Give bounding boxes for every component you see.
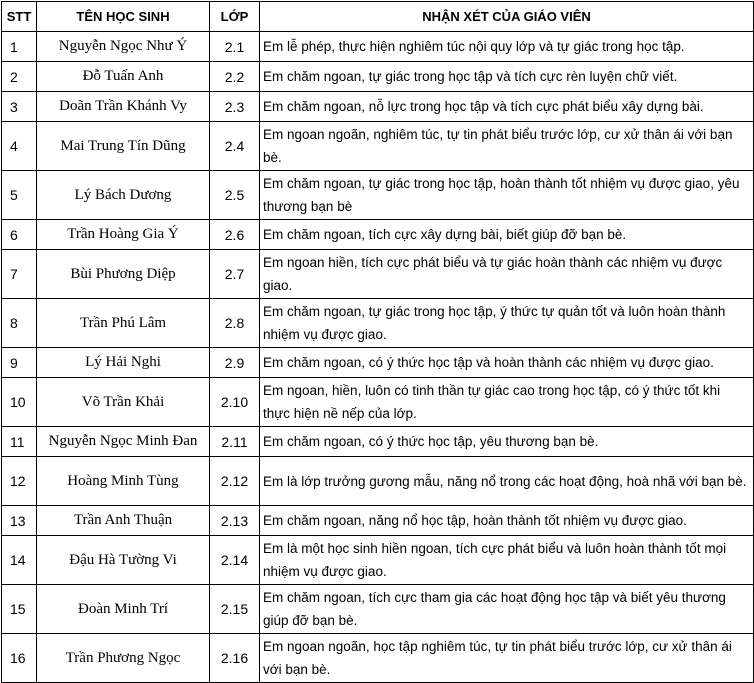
class-cell: 2.7: [210, 250, 260, 299]
row-number-cell: 16: [2, 634, 37, 683]
table-row: [2, 250, 754, 299]
teacher-remark-cell: Em chăm ngoan, có ý thức học tập và hoàn thành các nhiệm vụ được giao.: [260, 348, 754, 378]
table-row: [2, 506, 754, 536]
table-row: [2, 378, 754, 427]
class-cell: 2.13: [210, 506, 260, 536]
row-number-cell: 15: [2, 585, 37, 634]
teacher-remark-cell: Em ngoan ngoãn, nghiêm túc, tự tin phát biểu trước lớp, cư xử thân ái với bạn bè.: [260, 122, 754, 171]
class-cell: 2.9: [210, 348, 260, 378]
row-number-cell: 7: [2, 250, 37, 299]
table-row: [2, 62, 754, 92]
teacher-remark-cell: Em chăm ngoan, tích cực xây dựng bài, biết giúp đỡ bạn bè.: [260, 220, 754, 250]
table-row: [2, 457, 754, 506]
table-row: [2, 299, 754, 348]
class-cell: 2.16: [210, 634, 260, 683]
class-cell: 2.14: [210, 536, 260, 585]
student-name-cell: Trần Anh Thuận: [37, 506, 210, 536]
student-name-cell: Mai Trung Tín Dũng: [37, 122, 210, 171]
row-number-cell: 12: [2, 457, 37, 506]
class-cell: 2.8: [210, 299, 260, 348]
row-number-cell: 6: [2, 220, 37, 250]
student-name-cell: Bùi Phương Diệp: [37, 250, 210, 299]
student-name-cell: Lý Hải Nghi: [37, 348, 210, 378]
teacher-remark-cell: Em chăm ngoan, nỗ lực trong học tập và tích cực phát biểu xây dựng bài.: [260, 92, 754, 122]
student-name-cell: Trần Phú Lâm: [37, 299, 210, 348]
class-cell: 2.5: [210, 171, 260, 220]
table-row: [2, 585, 754, 634]
header-stt: STT: [2, 2, 37, 32]
header-teacher-remark: NHẬN XÉT CỦA GIÁO VIÊN: [260, 2, 754, 32]
row-number-cell: 10: [2, 378, 37, 427]
table-row: [2, 32, 754, 62]
teacher-remark-cell: Em chăm ngoan, có ý thức học tập, yêu thương bạn bè.: [260, 427, 754, 457]
class-cell: 2.10: [210, 378, 260, 427]
student-name-cell: Đoàn Minh Trí: [37, 585, 210, 634]
class-cell: 2.12: [210, 457, 260, 506]
teacher-remark-cell: Em ngoan ngoãn, học tập nghiêm túc, tự tin phát biểu trước lớp, cư xử thân ái với bạn bè.: [260, 634, 754, 683]
class-cell: 2.3: [210, 92, 260, 122]
teacher-remark-cell: Em chăm ngoan, tự giác trong học tập, hoàn thành tốt nhiệm vụ được giao, yêu thương bạn bè: [260, 171, 754, 220]
teacher-remark-cell: Em chăm ngoan, tích cực tham gia các hoạt động học tập và biết yêu thương giúp đỡ bạn bè.: [260, 585, 754, 634]
table-row: [2, 427, 754, 457]
student-name-cell: Trần Hoàng Gia Ý: [37, 220, 210, 250]
student-name-cell: Nguyễn Ngọc Như Ý: [37, 32, 210, 62]
teacher-remark-cell: Em chăm ngoan, tự giác trong học tập và tích cực rèn luyện chữ viết.: [260, 62, 754, 92]
row-number-cell: 4: [2, 122, 37, 171]
student-name-cell: Đỗ Tuấn Anh: [37, 62, 210, 92]
table-body: [2, 32, 754, 683]
header-class: LỚP: [210, 2, 260, 32]
row-number-cell: 3: [2, 92, 37, 122]
table-row: [2, 634, 754, 683]
student-name-cell: Đậu Hà Tường Vi: [37, 536, 210, 585]
class-cell: 2.1: [210, 32, 260, 62]
teacher-remark-cell: Em chăm ngoan, tự giác trong học tập, ý thức tự quản tốt và luôn hoàn thành nhiệm vụ được giao.: [260, 299, 754, 348]
class-cell: 2.11: [210, 427, 260, 457]
teacher-remark-cell: Em chăm ngoan, năng nổ học tập, hoàn thành tốt nhiệm vụ được giao.: [260, 506, 754, 536]
teacher-remark-cell: Em là một học sinh hiền ngoan, tích cực phát biểu và luôn hoàn thành tốt mọi nhiệm vụ được giao.: [260, 536, 754, 585]
teacher-remark-cell: Em là lớp trưởng gương mẫu, năng nổ trong các hoạt động, hoà nhã với bạn bè.: [260, 457, 754, 506]
table-row: [2, 122, 754, 171]
table-row: [2, 171, 754, 220]
student-name-cell: Trần Phương Ngọc: [37, 634, 210, 683]
row-number-cell: 2: [2, 62, 37, 92]
student-name-cell: Doãn Trần Khánh Vy: [37, 92, 210, 122]
row-number-cell: 9: [2, 348, 37, 378]
row-number-cell: 13: [2, 506, 37, 536]
teacher-remark-cell: Em ngoan, hiền, luôn có tinh thần tự giác cao trong học tập, có ý thức tốt khi thực hiện nề nếp của lớp.: [260, 378, 754, 427]
student-remarks-table: [1, 1, 754, 683]
student-name-cell: Võ Trần Khải: [37, 378, 210, 427]
table-row: [2, 92, 754, 122]
teacher-remark-cell: Em lễ phép, thực hiện nghiêm túc nội quy lớp và tự giác trong học tập.: [260, 32, 754, 62]
student-name-cell: Hoàng Minh Tùng: [37, 457, 210, 506]
student-name-cell: Lý Bách Dương: [37, 171, 210, 220]
table-row: [2, 348, 754, 378]
class-cell: 2.4: [210, 122, 260, 171]
student-name-cell: Nguyễn Ngọc Minh Đan: [37, 427, 210, 457]
row-number-cell: 14: [2, 536, 37, 585]
class-cell: 2.6: [210, 220, 260, 250]
class-cell: 2.2: [210, 62, 260, 92]
teacher-remark-cell: Em ngoan hiền, tích cực phát biểu và tự giác hoàn thành các nhiệm vụ được giao.: [260, 250, 754, 299]
row-number-cell: 5: [2, 171, 37, 220]
row-number-cell: 11: [2, 427, 37, 457]
header-row: [2, 2, 754, 32]
class-cell: 2.15: [210, 585, 260, 634]
table-row: [2, 220, 754, 250]
table-row: [2, 536, 754, 585]
row-number-cell: 1: [2, 32, 37, 62]
row-number-cell: 8: [2, 299, 37, 348]
header-student-name: TÊN HỌC SINH: [37, 2, 210, 32]
